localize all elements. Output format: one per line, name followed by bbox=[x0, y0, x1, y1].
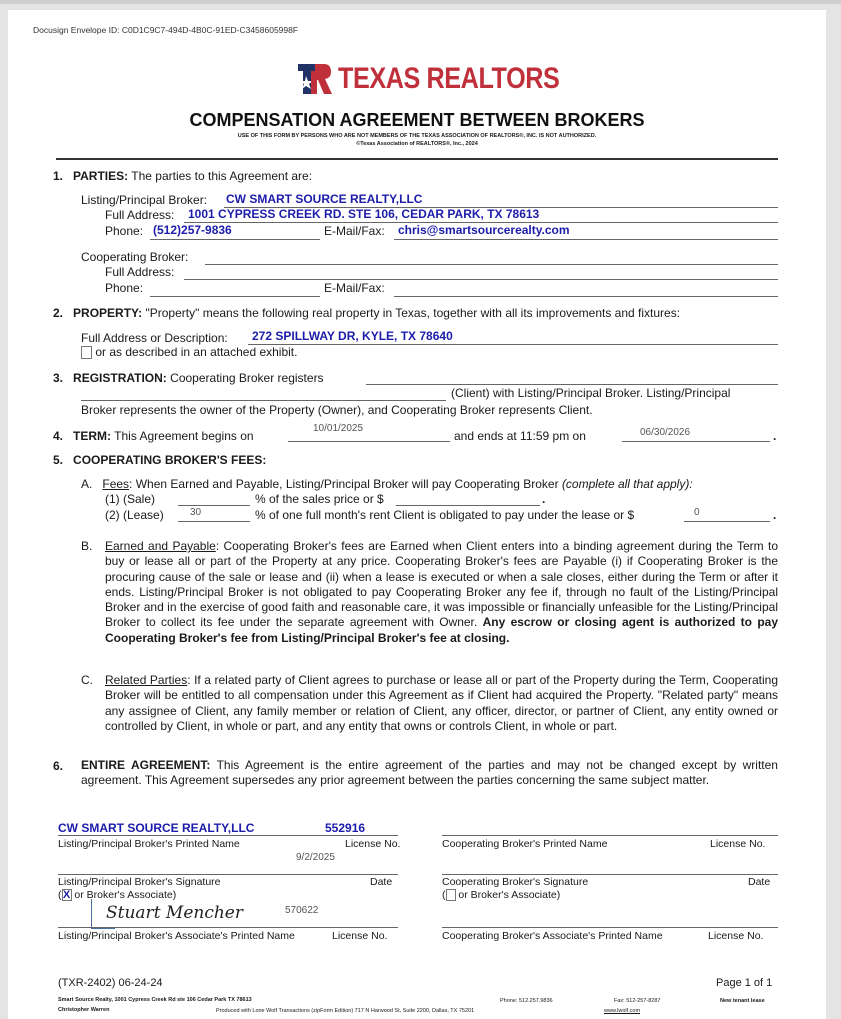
exhibit-label: or as described in an attached exhibit. bbox=[95, 345, 298, 359]
sale-label: (1) (Sale) bbox=[105, 492, 156, 506]
related-parties-paragraph: Related Parties: If a related party of Client agrees to purchase or lease all or part of the Property during the Term, Cooperating Broker will be entitled to all compensation under this Agreement as if Client had acquired the Property. "Related party" means any assignee of Client, any family member or relation of Client, any officer, director, or partner of Client, any entity owned or controlled by Client, in whole or part, and any entity that owns or controls Client, in whole or part. bbox=[105, 673, 778, 733]
fees-b-letter: B. bbox=[81, 539, 93, 553]
coop-associate-checkbox[interactable] bbox=[446, 889, 456, 901]
listing-broker-license[interactable]: 552916 bbox=[325, 821, 366, 835]
agent-name: Christopher Warren bbox=[58, 1007, 110, 1013]
coop-phone-label: Phone: bbox=[105, 281, 144, 295]
lease-label: (2) (Lease) bbox=[105, 508, 164, 522]
texas-realtors-tr-star-icon bbox=[298, 64, 332, 94]
logo-text: TEXAS REALTORS bbox=[338, 62, 560, 95]
section-5-heading: 5. COOPERATING BROKER'S FEES: bbox=[53, 453, 267, 467]
coop-phone-field[interactable] bbox=[150, 296, 320, 297]
copyright-notice: ©Texas Association of REALTORS®, Inc., 2024 bbox=[356, 141, 478, 147]
coop-email-label: E-Mail/Fax: bbox=[324, 281, 385, 295]
associate-license[interactable]: 570622 bbox=[285, 905, 319, 916]
envelope-id: Docusign Envelope ID: C0D1C9C7-494D-4B0C-91ED-C3458605998F bbox=[33, 25, 299, 35]
listing-broker-signature-field[interactable] bbox=[58, 874, 398, 875]
sale-text: % of the sales price or $ bbox=[255, 492, 384, 506]
document-page: Docusign Envelope ID: C0D1C9C7-494D-4B0C-91ED-C3458605998F TEXAS REALTORS COMPENSATION AGREEMENT BETWEEN BROKERS USE OF THIS FORM BY PERSONS WHO ARE NOT MEMBERS OF THE TEXAS ASSOCIATION OF REALTORS®, INC. IS NOT AUTHORIZED. ©Texas Association of REALTORS®, Inc., 2024 1. PARTIES: The parties to this Agreement are: Listing/Principal Broker: CW SMART SOURCE REALTY,LLC Full Address: 1001 CYPRESS CREEK RD. STE 106, CEDAR PARK, TX 78613 Phone: (512)257-9836 E-Mail/Fax: chris@smartsourcerealty.com Cooperating Broker: Full Address: Phone: E-Mail/Fax: 2. PROPERTY: "Property" means the following real property in Texas, together with all its improvements and fixtures: Full Address or Description: 272 SPILLWAY DR, KYLE, TX 78640 or as described in an attached exhibit. 3. REGISTRATION: Cooperating Broker registers (Client) with Listing/Principal Broker. Listing/Principal Broker represents the owner of the Property (Owner), and Cooperating Broker represents Client. 4. TERM: This Agreement begins on 10/01/2025 and ends at 11:59 pm on 06/30/2026 . 5. COOPERATING BROKER'S FEES: A. Fees: When Earned and Payable, Listing/Principal Broker will pay Cooperating Broker (complete all that apply): (1) (Sale) % of the sales price or $ . (2) (Lease) 30 % of one full month's rent Client is obligated to pay under the lease or $ 0 . B. Earned and Payable: Cooperating Broker's fees are Earned when Client enters into a binding agreement during the Term to buy or lease all or part of the Property at any price. Cooperating Broker's fees are Payable (i) if Cooperating Broker is the procuring cause of the sale or lease and (ii) when a lease is executed or when a sale closes, either during the Term or after it ends. Listing/Principal Broker is not obligated to pay Cooperating Broker any fee if, through no fault of the Listing/Principal Broker and in the exercise of good faith and reasonable care, it was impossible or financially unfeasible for the Listing/Principal Broker to collect its fee under the separate agreement with Owner. Any escrow or closing agent is authorized to pay Cooperating Broker's fee from Listing/Principal Broker's fee at closing. C. Related Parties: If a related party of Client agrees to purchase or lease all or part of the Property during the Term, Cooperating Broker will be entitled to all compensation under this Agreement as if Client had acquired the Property. "Related party" means any assignee of Client, any family member or relation of Client, any officer, director, or partner of Client, any entity owned or controlled by Client, in whole or part, and any entity that owns or controls Client, in whole or part. 6. ENTIRE AGREEMENT: This Agreement is the entire agreement of the parties and may not be changed except by written agreement. This Agreement supersedes any prior agreement between the parties concerning the same subject matter. CW SMART SOURCE REALTY,LLC 552916 Listing/Principal Broker's Printed Name License No. 9/2/2025 Listing/Principal Broker's Signature Date (X or Broker's Associate) Stuart Mencher 570622 Listing/Principal Broker's Associate's Printed Name License No. Cooperating Broker's Printed Name License No. Cooperating Broker's Signature Date ( or Broker's Associate) Cooperating Broker's Associate's Printed Name License No. (TXR-2402) 06-24-24 Page 1 of 1 Smart Source Realty, 1001 Cypress Creek Rd ste 106 Cedar Park TX 78613 Phone: 512.257.9836 Fax: 512-257-8287 New tenant lease Christopher Warren Produced with Lone Wolf Transactions (zipForm Edition) 717 N Harwood St, Suite 2200, Dallas, TX 75201 www.lwolf.com bbox=[8, 10, 826, 1019]
lease-amount-field[interactable]: 0 bbox=[694, 507, 700, 518]
sale-amount-field[interactable] bbox=[396, 505, 540, 506]
footer-fax: Fax: 512-257-8287 bbox=[614, 998, 661, 1004]
footer-phone: Phone: 512.257.9836 bbox=[500, 998, 553, 1004]
lwolf-link[interactable]: www.lwolf.com bbox=[604, 1008, 641, 1014]
listing-address-field[interactable]: 1001 CYPRESS CREEK RD. STE 106, CEDAR PARK, TX 78613 bbox=[188, 207, 540, 221]
header-divider bbox=[56, 158, 778, 160]
section-3-heading: 3. REGISTRATION: Cooperating Broker registers bbox=[53, 371, 324, 385]
coop-associate-option: ( or Broker's Associate) bbox=[442, 889, 561, 901]
term-end-text: and ends at 11:59 pm on bbox=[454, 429, 586, 443]
viewer-top-edge bbox=[0, 0, 841, 4]
phone-label: Phone: bbox=[105, 224, 144, 238]
office-line: Smart Source Realty, 1001 Cypress Creek Rd ste 106 Cedar Park TX 78613 bbox=[58, 997, 252, 1003]
listing-broker-printed-name[interactable]: CW SMART SOURCE REALTY,LLC bbox=[58, 821, 255, 835]
listing-broker-label: Listing/Principal Broker: bbox=[81, 193, 208, 207]
full-address-label: Full Address: bbox=[105, 208, 175, 222]
listing-associate-option: (X or Broker's Associate) bbox=[58, 889, 177, 902]
coop-associate-name-field[interactable] bbox=[442, 927, 778, 928]
client-name-field-part2[interactable] bbox=[81, 400, 446, 401]
client-name-field-part1[interactable] bbox=[366, 384, 778, 385]
entire-agreement-paragraph: ENTIRE AGREEMENT: This Agreement is the entire agreement of the parties and may not be changed except by written agreement. This Agreement supersedes any prior agreement between the parties concerning the same subject matter. bbox=[81, 758, 778, 788]
coop-address-label: Full Address: bbox=[105, 265, 175, 279]
sale-percent-field[interactable] bbox=[178, 505, 250, 506]
registration-text-2: (Client) with Listing/Principal Broker. Listing/Principal bbox=[451, 386, 731, 400]
term-begin-date[interactable]: 10/01/2025 bbox=[313, 423, 364, 434]
fees-a-text: A. Fees: When Earned and Payable, Listing/Principal Broker will pay Cooperating Broker (complete all that apply): bbox=[81, 477, 693, 491]
exhibit-option bbox=[81, 345, 297, 359]
listing-signature-date[interactable]: 9/2/2025 bbox=[296, 852, 335, 863]
document-title: COMPENSATION AGREEMENT BETWEEN BROKERS bbox=[189, 110, 645, 130]
form-id: (TXR-2402) 06-24-24 bbox=[58, 977, 163, 989]
earned-and-payable-paragraph: Earned and Payable: Cooperating Broker's fees are Earned when Client enters into a binding agreement during the Term to buy or lease all or part of the Property at any price. Cooperating Broker's fees are Payable (i) if Cooperating Broker is the procuring cause of the sale or lease and (ii) when a lease is executed or when a sale closes, either during the Term or after it ends. Listing/Principal Broker is not obligated to pay Cooperating Broker any fee if, through no fault of the Listing/Principal Broker and in the exercise of good faith and reasonable care, it was impossible or financially unfeasible for the Listing/Principal Broker to collect its fee under the separate agreement with Owner. Any escrow or closing agent is authorized to pay Cooperating Broker's fee from Listing/Principal Broker's fee at closing. bbox=[105, 539, 779, 645]
section-4-heading: 4. TERM: This Agreement begins on bbox=[53, 429, 254, 443]
listing-phone-field[interactable]: (512)257-9836 bbox=[153, 223, 232, 237]
lease-percent-field[interactable]: 30 bbox=[190, 507, 202, 518]
coop-broker-printed-name-field[interactable] bbox=[442, 835, 778, 836]
listing-broker-field[interactable]: CW SMART SOURCE REALTY,LLC bbox=[226, 192, 423, 206]
term-end-date[interactable]: 06/30/2026 bbox=[640, 427, 691, 438]
section-1-heading: 1. PARTIES: The parties to this Agreement are: bbox=[53, 169, 313, 183]
coop-broker-label: Cooperating Broker: bbox=[81, 250, 189, 264]
coop-broker-signature-field[interactable] bbox=[442, 874, 778, 875]
section-6-num: 6. bbox=[53, 759, 64, 773]
associate-signature[interactable]: Stuart Mencher bbox=[106, 903, 243, 923]
section-2-heading: 2. PROPERTY: "Property" means the following real property in Texas, together with all its improvements and fixtures: bbox=[53, 306, 681, 320]
produced-with: Produced with Lone Wolf Transactions (zipForm Edition) 717 N Harwood St, Suite 2200, Dallas, TX 75201 bbox=[216, 1008, 475, 1014]
listing-associate-checkbox[interactable]: X bbox=[62, 889, 71, 902]
document-name: New tenant lease bbox=[720, 998, 765, 1004]
property-address-label: Full Address or Description: bbox=[81, 331, 228, 345]
property-address-field[interactable]: 272 SPILLWAY DR, KYLE, TX 78640 bbox=[252, 329, 453, 343]
texas-realtors-logo bbox=[298, 62, 602, 96]
lease-text: % of one full month's rent Client is obligated to pay under the lease or $ bbox=[255, 508, 635, 522]
exhibit-checkbox[interactable] bbox=[81, 346, 92, 359]
listing-email-field[interactable]: chris@smartsourcerealty.com bbox=[398, 223, 570, 237]
registration-text-3: Broker represents the owner of the Property (Owner), and Cooperating Broker represents Client. bbox=[81, 403, 593, 417]
coop-email-field[interactable] bbox=[394, 296, 778, 297]
usage-notice: USE OF THIS FORM BY PERSONS WHO ARE NOT MEMBERS OF THE TEXAS ASSOCIATION OF REALTORS®, INC. IS NOT AUTHORIZED. bbox=[237, 133, 597, 139]
email-label: E-Mail/Fax: bbox=[324, 224, 385, 238]
page-indicator: Page 1 of 1 bbox=[716, 977, 773, 989]
fees-c-letter: C. bbox=[81, 673, 93, 687]
